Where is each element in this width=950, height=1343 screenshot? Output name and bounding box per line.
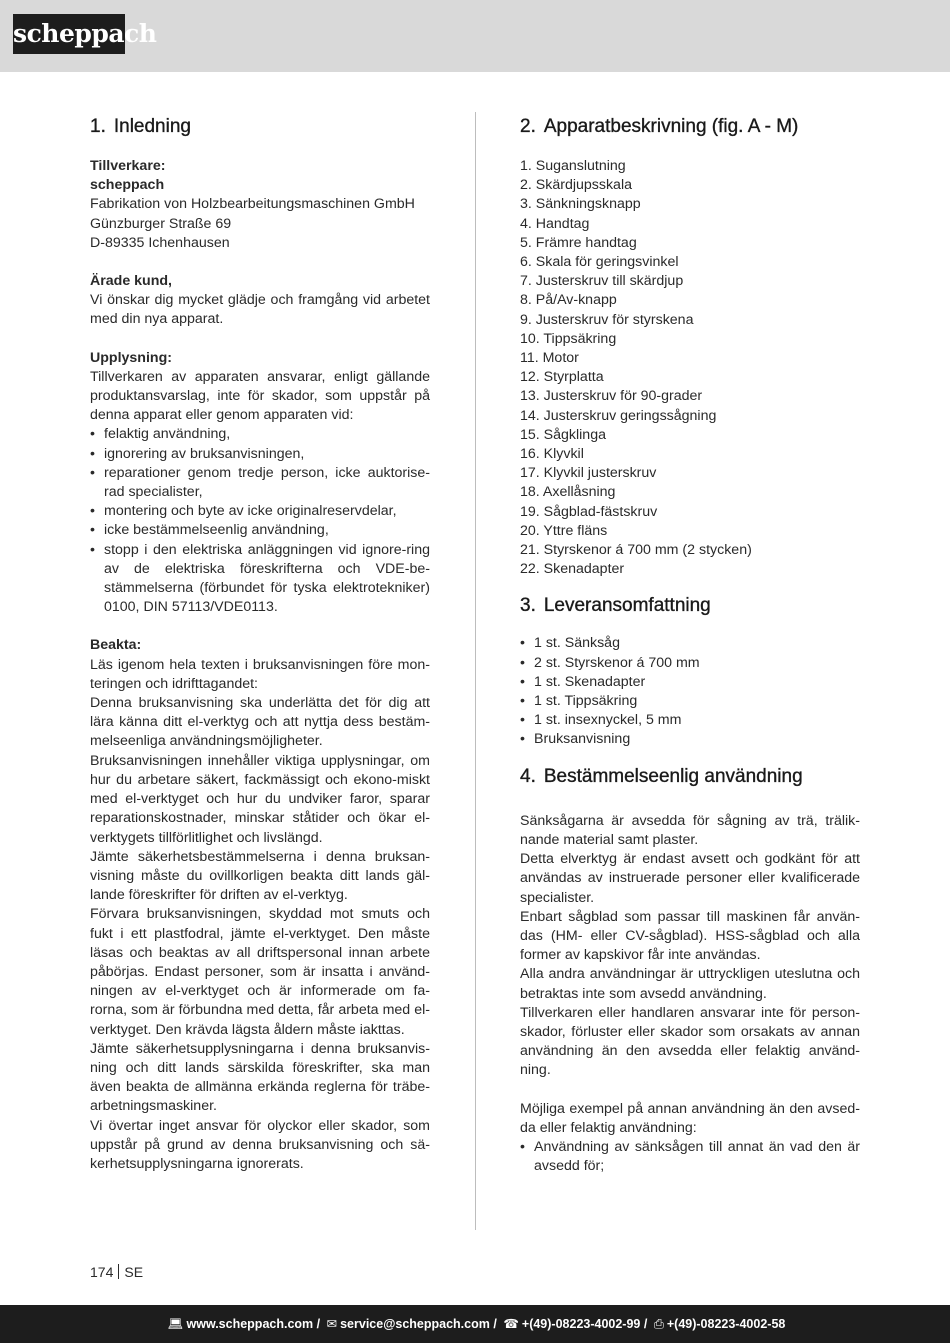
examples-list (520, 1138, 860, 1176)
list-item: • stopp i den elektriska anläggningen vid ignore-ring av de elektriska föreskrifterna och VDE-be-stämmelserna (förbundet för tyska elektrotekniker) 0100, DIN 57113/VDE0113. (90, 541, 430, 618)
address-line: Fabrikation von Holzbearbeitungsmaschinen GmbH (90, 196, 415, 213)
paragraph: Sänksågarna är avsedda för sågning av trä, trälik-nande material samt plaster. (520, 812, 860, 848)
email-link[interactable]: service@scheppach.com (340, 1317, 490, 1331)
contact-bar: 💻︎ www.scheppach.com / ✉︎ service@scheppach.com / ☎︎ +(49)-08223-4002-99 / ⎙ +(49)-08223-4002-58 (0, 1305, 950, 1343)
fax-number: +(49)-08223-4002-58 (666, 1317, 786, 1331)
paragraph: Möjliga exempel på annan användning än den avsed-da eller felaktig användning: (520, 1100, 860, 1136)
list-item: 2. Skärdjupsskala (520, 177, 632, 194)
list-item: • Användning av sänksågen till annat än vad den är avsedd för; (520, 1138, 860, 1176)
scheppach-logo: scheppach (13, 14, 125, 54)
laptop-icon: 💻︎ (167, 1317, 184, 1331)
list-item: • 2 st. Styrskenor á 700 mm (520, 654, 860, 673)
manufacturer-name: scheppach (90, 177, 165, 194)
list-item: • Bruksanvisning (520, 730, 860, 749)
list-item: • icke bestämmelseenlig användning, (90, 521, 430, 540)
phone-icon: ☎︎ (503, 1317, 519, 1331)
paragraph: Jämte säkerhetsupplysningarna i denna bruksanvis-ning och ditt lands särskilda föreskrifter, ska man även beakta de allmänna erkända reglerna för träbe-arbetningsmaskiner. (90, 1040, 430, 1115)
list-item: 1. Suganslutning (520, 158, 626, 174)
list-item: 4. Handtag (520, 215, 590, 232)
observe-label: Beakta: (90, 637, 142, 654)
dear-customer-text: Vi önskar dig mycket glädje och framgång vid arbetet med din nya apparat. (90, 292, 430, 328)
envelope-icon: ✉︎ (326, 1317, 338, 1331)
paragraph: Enbart sågblad som passar till maskinen får använ-das (HM- eller CV-sågblad). HSS-sågblad och alla former av kapskivor får inte användas. (520, 908, 860, 964)
list-item: 13. Justerskruv för 90-grader (520, 388, 703, 405)
list-item: • ignorering av bruksanvisningen, (90, 445, 430, 464)
list-item: 10. Tippsäkring (520, 330, 617, 347)
notice-label: Upplysning: (90, 349, 172, 366)
list-item: • montering och byte av icke originalreservdelar, (90, 502, 430, 521)
list-item: 19. Sågblad-fästskruv (520, 503, 658, 520)
list-item: • felaktig användning, (90, 425, 430, 444)
page-number: 174 SE (90, 1264, 144, 1280)
list-item: • 1 st. insexnyckel, 5 mm (520, 711, 860, 730)
address-line: D-89335 Ichenhausen (90, 234, 230, 251)
section-2-heading: 2. Apparatbeskrivning (fig. A - M) (520, 116, 799, 137)
list-item: 3. Sänkningsknapp (520, 196, 641, 213)
paragraph: Detta elverktyg är endast avsett och godkänt för att användas av instruerade personer eller kvalificerade specialister. (520, 851, 860, 906)
list-item: 9. Justerskruv för styrskena (520, 311, 694, 328)
list-item: 12. Styrplatta (520, 369, 604, 386)
paragraph: Jämte säkerhetsbestämmelserna i denna bruksan-visning måste du ovillkorligen beakta ditt lands gäl-lande föreskrifter för driften av el-verktyg. (90, 848, 430, 904)
list-item: 15. Sågklinga (520, 426, 606, 443)
website-link[interactable]: www.scheppach.com (186, 1317, 314, 1331)
list-item: • 1 st. Skenadapter (520, 673, 860, 692)
left-column (90, 114, 430, 1174)
notice-text: Tillverkaren av apparaten ansvarar, enligt gällande produktansvarslag, inte för skador, som uppstår på denna apparat eller genom apparaten vid: (90, 368, 430, 424)
parts-list (520, 157, 860, 579)
manufacturer-label: Tillverkare: (90, 158, 166, 174)
list-item: 16. Klyvkil (520, 446, 584, 463)
paragraph: Alla andra användningar är uttryckligen uteslutna och betraktas inte som avsedd användning. (520, 966, 860, 1002)
notice-list (90, 425, 430, 617)
paragraph: Bruksanvisningen innehåller viktiga upplysningar, om hur du arbetare säkert, fackmässigt och ekono-miskt med el-verktyget och hur du undviker faror, sparar reparationskostnader, minskar ståtider och ökar el-verktygets tillförlitlighet och livslängd. (90, 752, 430, 846)
right-column (520, 114, 860, 1176)
paragraph: Denna bruksanvisning ska underlätta det för dig att lära känna ditt el-verktyg och att nyttja dess bestäm-melseenliga användningsmöjligheter. (90, 695, 430, 750)
delivery-list (520, 634, 860, 749)
list-item: 5. Främre handtag (520, 234, 637, 251)
list-item: 22. Skenadapter (520, 561, 625, 578)
phone-number: +(49)-08223-4002-99 (521, 1317, 641, 1331)
paragraph: Läs igenom hela texten i bruksanvisningen före mon-teringen och idrifttagandet: (90, 656, 430, 692)
list-item: 8. På/Av-knapp (520, 292, 617, 309)
list-item: 18. Axellåsning (520, 484, 616, 501)
list-item: 20. Yttre fläns (520, 522, 608, 539)
paragraph: Förvara bruksanvisningen, skyddad mot smuts och fukt i ett plastfodral, jämte el-verktyget. Den måste läsas och beaktas av all driftspersonal innan arbete påbörjas. Endast personer, som är insatta i använd-ningen av el-verktyget och är informerade om fa-rorna, som är förbundna med detta, får arbeta med el-verktyget. Den krävda lägsta åldern måste iakttas. (90, 906, 430, 1038)
column-divider (475, 112, 476, 1230)
list-item: • 1 st. Sänksåg (520, 634, 860, 653)
list-item: 21. Styrskenor á 700 mm (2 stycken) (520, 542, 752, 559)
section-4-heading: 4. Bestämmelseenlig användning (520, 765, 803, 787)
section-1-heading: 1. Inledning (90, 116, 191, 137)
list-item: 17. Klyvkil justerskruv (520, 465, 657, 482)
list-item: 11. Motor (520, 350, 579, 367)
dear-customer-label: Ärade kund, (90, 273, 172, 290)
list-item: 14. Justerskruv geringssågning (520, 407, 717, 424)
list-item: 6. Skala för geringsvinkel (520, 254, 679, 271)
header-bar (0, 0, 950, 72)
list-item: 7. Justerskruv till skärdjup (520, 273, 684, 290)
list-item: • reparationer genom tredje person, icke auktorise-rad specialister, (90, 464, 430, 502)
address-line: Günzburger Straße 69 (90, 215, 232, 232)
fax-icon: ⎙ (653, 1317, 664, 1331)
section-3-heading: 3. Leveransomfattning (520, 595, 711, 617)
paragraph: Vi övertar inget ansvar för olyckor eller skador, som uppstår på grund av denna bruksanvisning och sä-kerhetsupplysningarna ignorerats. (90, 1117, 430, 1172)
paragraph: Tillverkaren eller handlaren ansvarar inte för person-skador, förluster eller skador som orsakats av annan användning än den avsedda eller felaktig använd-ning. (520, 1004, 860, 1079)
list-item: • 1 st. Tippsäkring (520, 692, 860, 711)
